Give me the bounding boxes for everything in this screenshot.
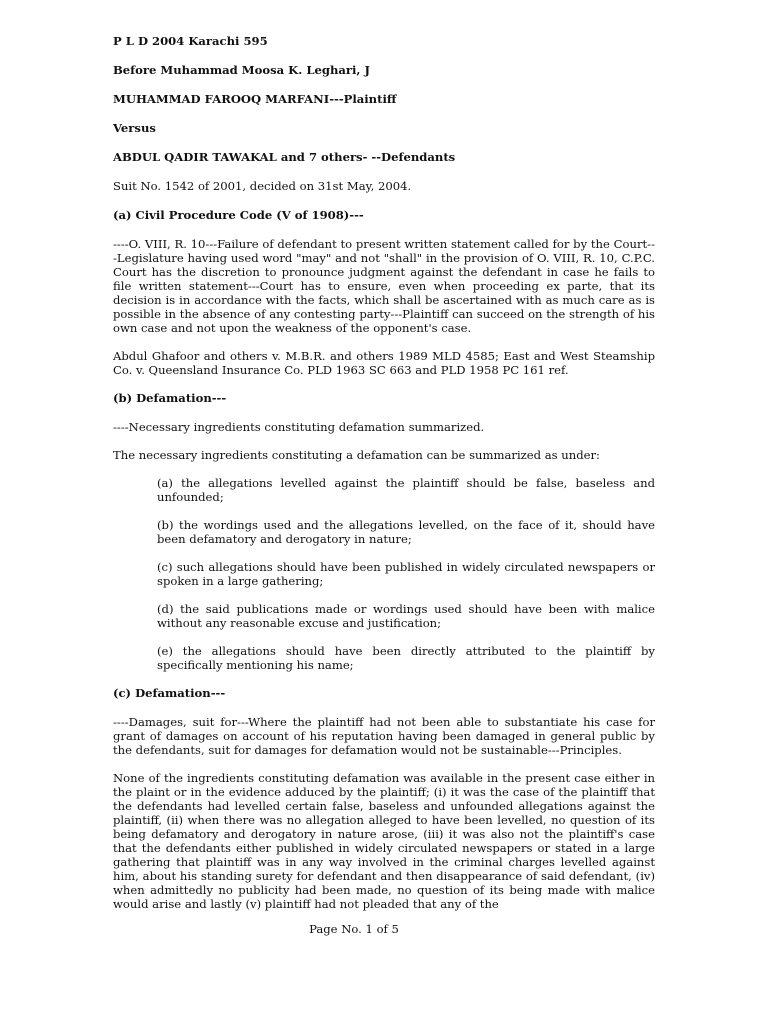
ingredient-item: (c) such allegations should have been published in widely circulated newspapers or spoken in a large gathering; xyxy=(157,560,655,588)
section-c-paragraph: None of the ingredients constituting defamation was available in the present case either in the plaint or in the evidence adduced by the plaintiff; (i) it was the case of the plaintiff that the defendants had levelled certain false, baseless and unfounded allegations against the plaintiff, (ii) when there was no allegation alleged to have been levelled, no question of its being defamatory and derogatory in nature arose, (iii) it was also not the plaintiff's case that the defendants either published in widely circulated newspapers or stated in a large gathering that plaintiff was in any way involved in the criminal charges levelled against him, about his standing surety for defendant and then disappearance of said defendant, (iv) when admittedly no publicity had been made, no question of its being made with malice would arise and lastly (v) plaintiff had not pleaded that any of the xyxy=(113,771,655,911)
document-page xyxy=(113,34,655,925)
bench: Before Muhammad Moosa K. Leghari, J xyxy=(113,63,370,77)
page-number: Page No. 1 of 5 xyxy=(309,922,399,936)
ingredient-item: (e) the allegations should have been directly attributed to the plaintiff by specifically mentioning his name; xyxy=(157,644,655,672)
section-a-paragraph: ----O. VIII, R. 10---Failure of defendant to present written statement called for by the Court---Legislature having used word "may" and not "shall" in the provision of O. VIII, R. 10, C.P.C. Court has the discretion to pronounce judgment against the defendant in case he fails to file written statement---Court has to ensure, even when proceeding ex parte, that its decision is in accordance with the facts, which shall be ascertained with as much care as is possible in the absence of any contesting party---Plaintiff can succeed on the strength of his own case and not upon the weakness of the opponent's case. xyxy=(113,237,655,335)
section-b-intro: The necessary ingredients constituting a defamation can be summarized as under: xyxy=(113,448,600,462)
ingredient-item: (d) the said publications made or wordings used should have been with malice without any reasonable excuse and justification; xyxy=(157,602,655,630)
section-b-summary: ----Necessary ingredients constituting defamation summarized. xyxy=(113,420,485,434)
section-c-paragraph: ----Damages, suit for---Where the plaintiff had not been able to substantiate his case for grant of damages on account of his reputation having been damaged in general public by the defendants, suit for damages for defamation would not be sustainable---Principles. xyxy=(113,715,655,757)
plaintiff-name: MUHAMMAD FAROOQ MARFANI---Plaintiff xyxy=(113,92,397,106)
ingredient-item: (b) the wordings used and the allegations levelled, on the face of it, should have been defamatory and derogatory in nature; xyxy=(157,518,655,546)
section-a-title: (a) Civil Procedure Code (V of 1908)--- xyxy=(113,208,364,222)
versus-label: Versus xyxy=(113,121,156,135)
suit-info: Suit No. 1542 of 2001, decided on 31st May, 2004. xyxy=(113,179,412,193)
section-c-title: (c) Defamation--- xyxy=(113,686,226,700)
section-b-title: (b) Defamation--- xyxy=(113,391,227,405)
defendants-name: ABDUL QADIR TAWAKAL and 7 others- --Defendants xyxy=(113,150,456,164)
section-a-references: Abdul Ghafoor and others v. M.B.R. and others 1989 MLD 4585; East and West Steamship Co. v. Queensland Insurance Co. PLD 1963 SC 663 and PLD 1958 PC 161 ref. xyxy=(113,349,655,377)
ingredient-item: (a) the allegations levelled against the plaintiff should be false, baseless and unfounded; xyxy=(157,476,655,504)
page-footer xyxy=(0,922,768,936)
citation: P L D 2004 Karachi 595 xyxy=(113,34,268,48)
